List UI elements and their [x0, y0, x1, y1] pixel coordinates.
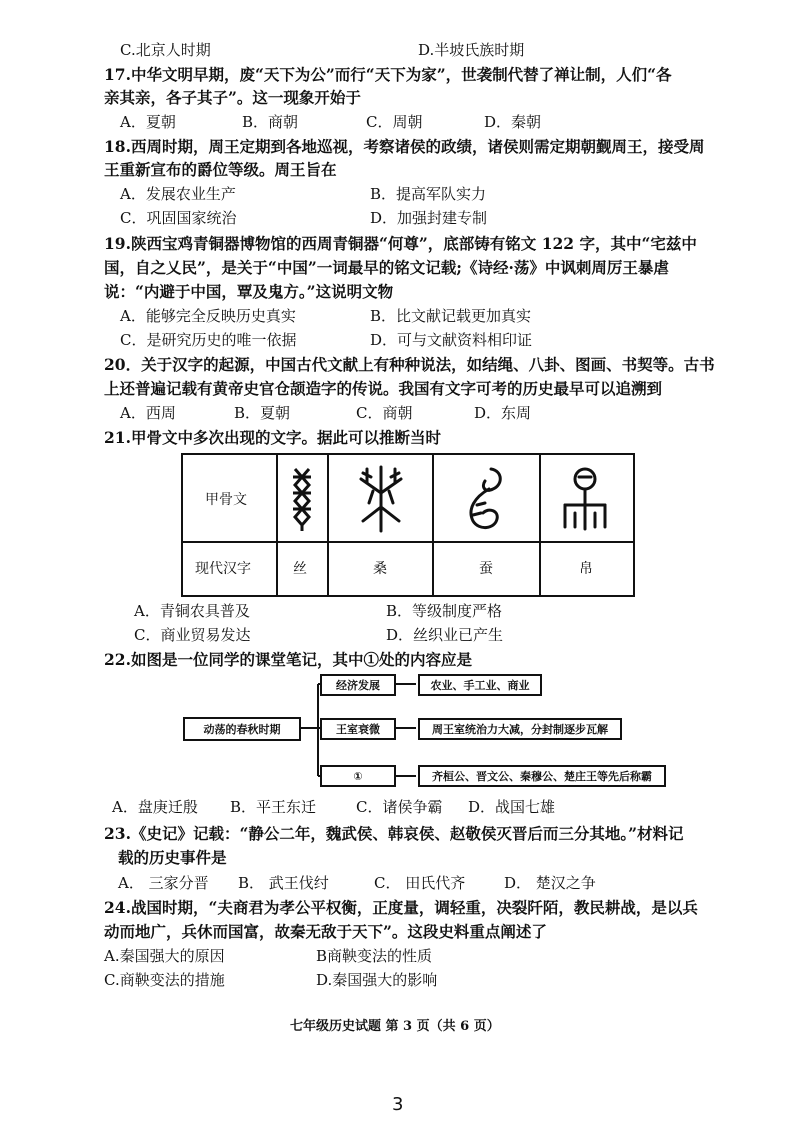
q18-option-b: B．提高军队实力: [370, 185, 487, 203]
q21-option-d: D．丝织业已产生: [386, 626, 504, 644]
q19-option-b: B．比文献记载更加真实: [370, 307, 532, 325]
q17-option-d: D．秦朝: [484, 113, 542, 131]
table-divider: [327, 455, 329, 595]
q18-option-d: D．加强封建专制: [370, 209, 488, 227]
oracle-glyph-silk: [287, 465, 317, 533]
diagram-hegemony-detail: 齐桓公、晋文公、秦穆公、楚庄王等先后称霸: [418, 765, 666, 787]
q21-option-b: B．等级制度严格: [386, 602, 503, 620]
modern-char-silkworm: 蚕: [479, 561, 493, 577]
q20-option-d: D．东周: [474, 404, 532, 422]
q23-option-b: B． 武王伐纣: [238, 874, 329, 892]
q22-option-c: C．诸侯争霸: [356, 798, 443, 816]
page-footer: 七年级历史试题 第 3 页（共 6 页）: [290, 1019, 500, 1034]
q20-stem-line1: 20．关于汉字的起源，中国古代文献上有种种说法，如结绳、八卦、图画、书契等。古书: [104, 355, 715, 374]
table-divider: [276, 455, 278, 595]
q18-stem-line1: 18.西周时期，周王定期到各地巡视，考察诸侯的政绩，诸侯则需定期朝觐周王，接受周: [104, 137, 705, 156]
oracle-glyph-mulberry: [353, 463, 409, 535]
q17-option-a: A．夏朝: [120, 113, 176, 131]
q16-option-c: C.北京人时期: [120, 41, 211, 59]
q18-stem-line2: 王重新宣布的爵位等级。周王旨在: [104, 160, 337, 179]
table-divider: [432, 455, 434, 595]
q16-option-d: D.半坡氏族时期: [418, 41, 525, 59]
q22-option-d: D．战国七雄: [468, 798, 556, 816]
q19-option-a: A．能够完全反映历史真实: [120, 307, 296, 325]
diagram-royal-decline-detail: 周王室统治力大减，分封制逐步瓦解: [418, 718, 622, 740]
q24-option-c: C.商鞅变法的措施: [104, 971, 225, 989]
q18-option-c: C．巩固国家统治: [120, 209, 237, 227]
q21-option-a: A．青铜农具普及: [134, 602, 250, 620]
q19-option-d: D．可与文献资料相印证: [370, 331, 533, 349]
q23-option-d: D． 楚汉之争: [504, 874, 596, 892]
diagram-royal-decline-box: 王室衰微: [320, 718, 396, 740]
page-number: 3: [392, 1094, 404, 1115]
q22-stem-line1: 22.如图是一位同学的课堂笔记，其中①处的内容应是: [104, 650, 472, 669]
modern-char-silk: 丝: [293, 561, 307, 577]
diagram-blank-box: ①: [320, 765, 396, 787]
q20-stem-line2: 上还普遍记载有黄帝史官仓颉造字的传说。我国有文字可考的历史最早可以追溯到: [104, 379, 663, 398]
q17-stem-line2: 亲其亲，各子其子”。这一现象开始于: [104, 88, 361, 107]
diagram-economy-box: 经济发展: [320, 674, 396, 696]
q22-option-a: A．盘庚迁殷: [112, 798, 198, 816]
modern-char-mulberry: 桑: [373, 561, 387, 577]
table-row-label-modern: 现代汉字: [195, 561, 251, 577]
q19-stem-line2: 国，自之乂民”，是关于“中国”一词最早的铭文记载;《诗经·荡》中讽刺周厉王暴虐: [104, 258, 669, 277]
q21-stem-line1: 21.甲骨文中多次出现的文字。据此可以推断当时: [104, 428, 441, 447]
table-row-label-oracle: 甲骨文: [205, 492, 247, 508]
oracle-bone-table: [181, 453, 635, 597]
q20-option-a: A．西周: [120, 404, 176, 422]
table-divider: [183, 541, 633, 543]
q17-option-b: B．商朝: [242, 113, 299, 131]
q23-stem-line2: 载的历史事件是: [118, 848, 227, 867]
q19-option-c: C．是研究历史的唯一依据: [120, 331, 297, 349]
q24-stem-line2: 动而地广，兵休而国富，故秦无敌于天下”。这段史料重点阐述了: [104, 922, 547, 941]
table-divider: [539, 455, 541, 595]
diagram-root-box: 动荡的春秋时期: [183, 717, 301, 741]
oracle-glyph-silkworm: [455, 463, 515, 535]
q24-stem-line1: 24.战国时期，“夫商君为孝公平权衡，正度量，调轻重，决裂阡陌，教民耕战，是以兵: [104, 898, 698, 917]
q23-option-a: A． 三家分晋: [118, 874, 209, 892]
q21-option-c: C．商业贸易发达: [134, 626, 251, 644]
diagram-economy-detail: 农业、手工业、商业: [418, 674, 542, 696]
q19-stem-line1: 19.陕西宝鸡青铜器博物馆的西周青铜器“何尊”，底部铸有铭文 122 字，其中“宅兹中: [104, 234, 697, 253]
q17-option-c: C．周朝: [366, 113, 423, 131]
q23-option-c: C． 田氏代齐: [374, 874, 466, 892]
q17-stem-line1: 17.中华文明早期，废“天下为公”而行“天下为家”，世袭制代替了禅让制，人们“各: [104, 65, 672, 84]
q20-option-c: C．商朝: [356, 404, 413, 422]
q24-option-d: D.秦国强大的影响: [316, 971, 438, 989]
q19-stem-line3: 说：“内避于中国，覃及鬼方。”这说明文物: [104, 282, 394, 301]
q20-option-b: B．夏朝: [234, 404, 291, 422]
oracle-glyph-silk-cloth: [555, 465, 615, 535]
q22-option-b: B．平王东迁: [230, 798, 317, 816]
q23-stem-line1: 23.《史记》记载：“静公二年，魏武侯、韩哀侯、赵敬侯灭晋后而三分其地。”材料记: [104, 824, 684, 843]
q24-option-b: B商鞅变法的性质: [316, 947, 433, 965]
modern-char-silk-cloth: 帛: [579, 561, 593, 577]
q18-option-a: A．发展农业生产: [120, 185, 236, 203]
q24-option-a: A.秦国强大的原因: [104, 947, 225, 965]
